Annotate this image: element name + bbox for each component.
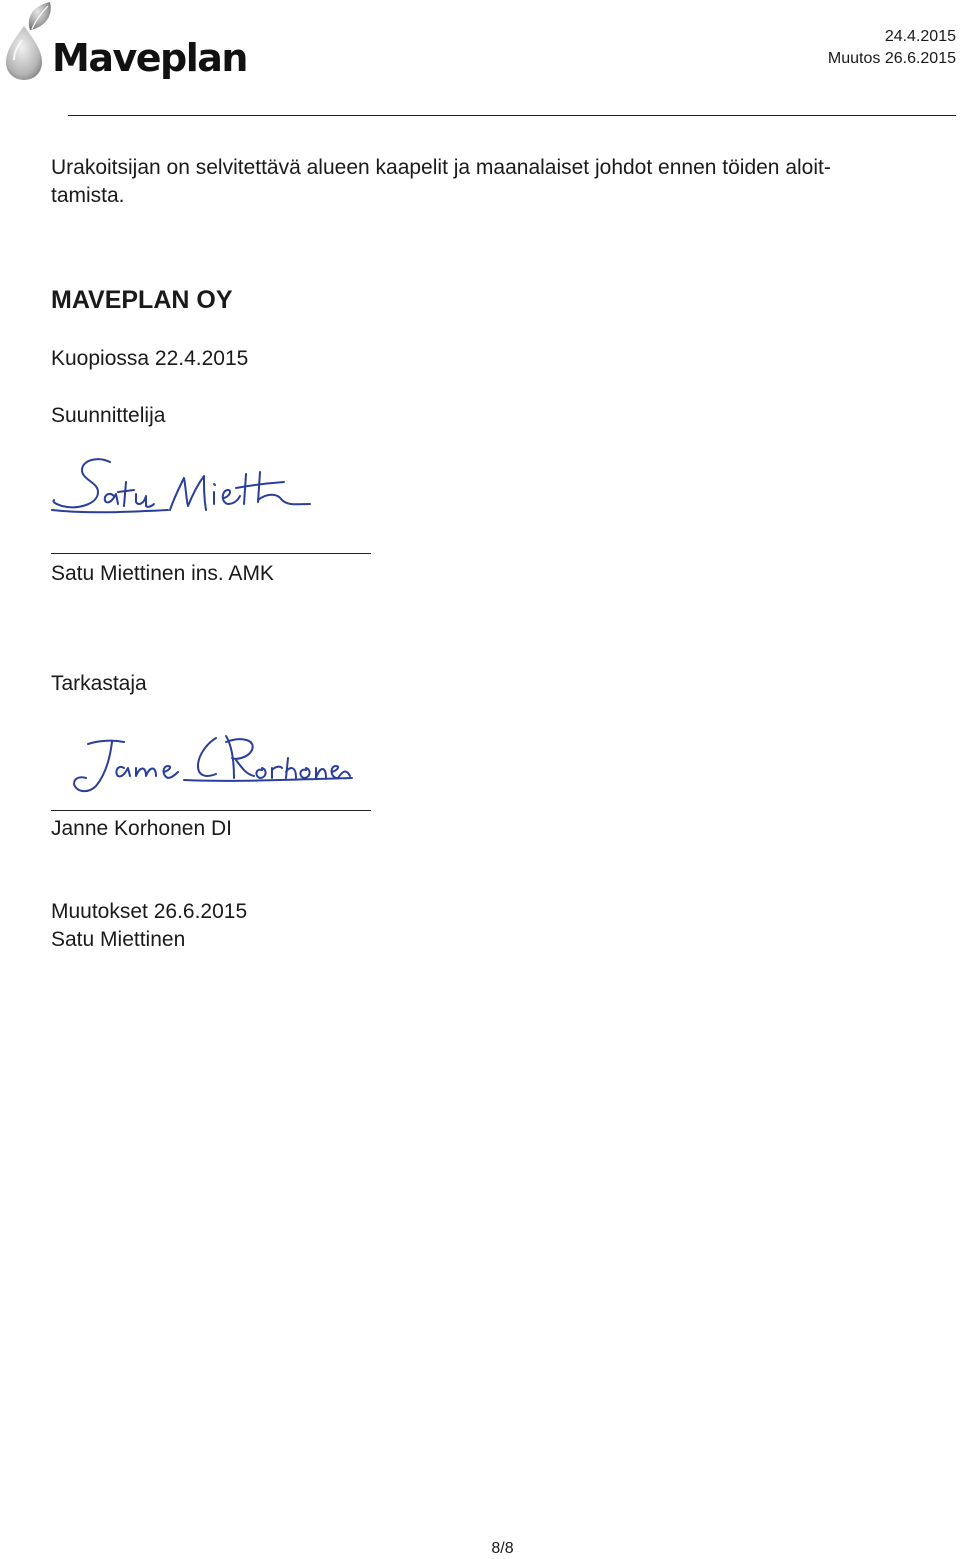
header-divider — [68, 115, 956, 116]
place-date: Kuopiossa 22.4.2015 — [51, 347, 249, 370]
body-paragraph — [51, 154, 931, 210]
body-line: tamista. — [51, 184, 125, 207]
designer-role: Suunnittelija — [51, 404, 166, 427]
checker-signature-line — [51, 810, 371, 811]
designer-name: Satu Miettinen ins. AMK — [51, 562, 274, 585]
checker-name: Janne Korhonen DI — [51, 817, 232, 840]
company-name: MAVEPLAN OY — [51, 286, 233, 314]
changes-author: Satu Miettinen — [51, 928, 186, 951]
page-number-text: 8/8 — [491, 1540, 514, 1557]
document-date: 24.4.2015 — [884, 28, 956, 45]
checker-role: Tarkastaja — [51, 672, 147, 695]
maveplan-logo — [2, 0, 252, 90]
logo-wordmark: Maveplan — [52, 36, 247, 80]
header-dates — [828, 26, 956, 70]
designer-signature — [48, 452, 318, 527]
body-line: Urakoitsijan on selvitettävä alueen kaapelit ja maanalaiset johdot ennen töiden aloit- — [51, 156, 831, 179]
designer-signature-line — [51, 553, 371, 554]
checker-signature — [66, 732, 356, 802]
page-number — [0, 1540, 960, 1558]
changes-date: Muutokset 26.6.2015 — [51, 900, 248, 923]
revision-date: Muutos 26.6.2015 — [827, 50, 956, 67]
